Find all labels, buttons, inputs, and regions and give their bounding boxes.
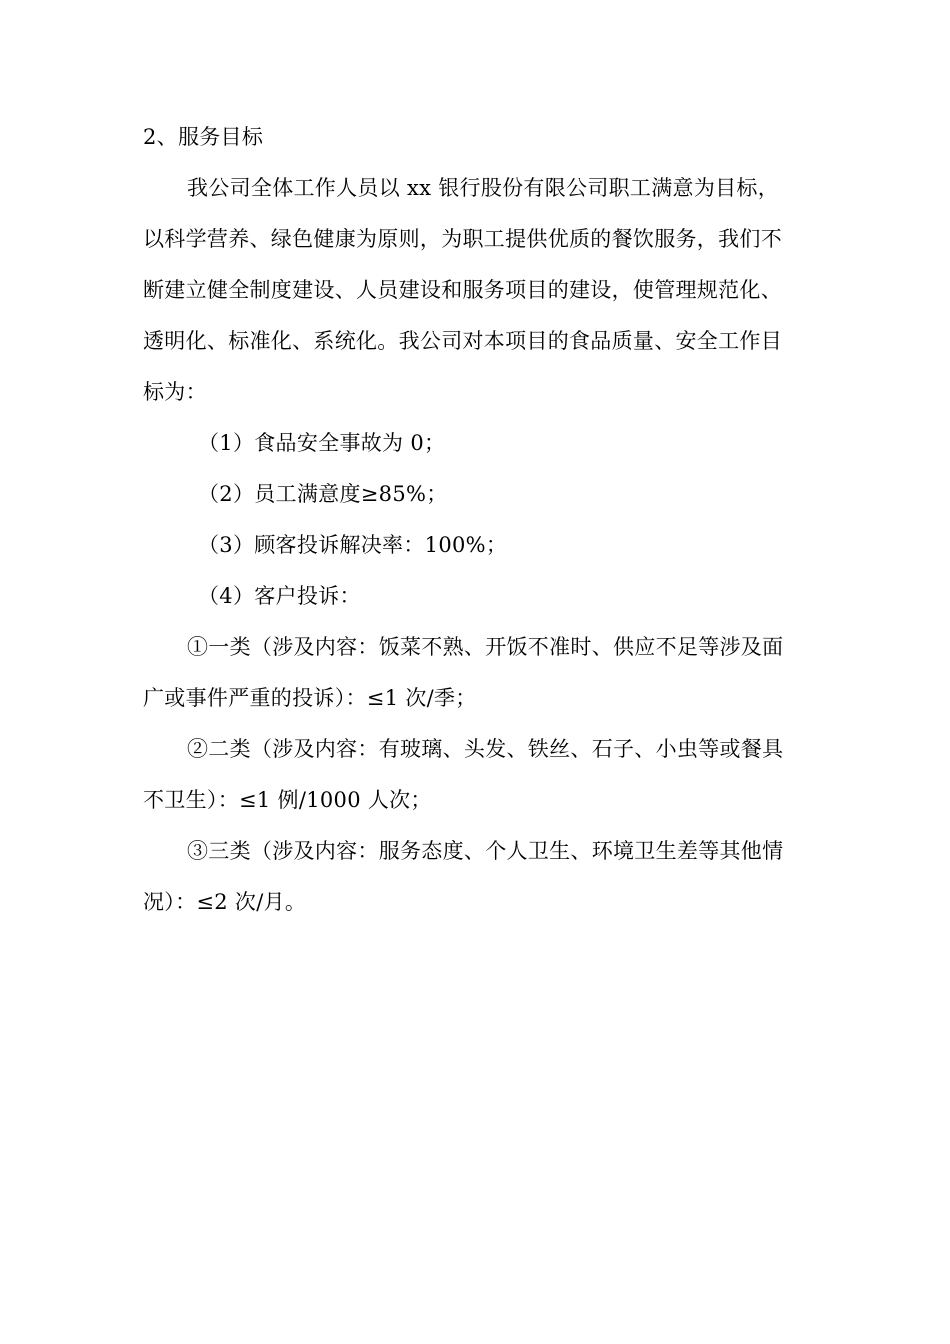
- complaint-type-line: ③三类（涉及内容：服务态度、个人卫生、环境卫生差等其他情: [187, 839, 784, 863]
- complaint-type-line: 况）：≤2 次/月。: [143, 890, 307, 914]
- target-item: （1）食品安全事故为 0；: [198, 431, 446, 455]
- complaint-type-item: [143, 622, 809, 724]
- section-heading: 2、服务目标: [143, 125, 264, 149]
- complaint-type-list: [143, 622, 809, 928]
- paragraph-line: 断建立健全制度建设、人员建设和服务项目的建设，使管理规范化、: [143, 278, 782, 302]
- complaint-type-item: [143, 826, 809, 928]
- document-body: [143, 112, 809, 928]
- complaint-type-line: ②二类（涉及内容：有玻璃、头发、铁丝、石子、小虫等或餐具: [187, 737, 784, 761]
- complaint-type-line: 不卫生）：≤1 例/1000 人次；: [143, 788, 432, 812]
- complaint-type-line: 广或事件严重的投诉）：≤1 次/季；: [143, 686, 477, 710]
- target-item: （3）顾客投诉解决率：100%；: [198, 533, 508, 557]
- target-list: [143, 418, 809, 622]
- target-item: （2）员工满意度≥85%；: [198, 482, 448, 506]
- complaint-type-item: [143, 724, 809, 826]
- target-item: （4）客户投诉：: [198, 584, 361, 608]
- intro-paragraph: [143, 163, 809, 418]
- complaint-type-line: ①一类（涉及内容：饭菜不熟、开饭不准时、供应不足等涉及面: [187, 635, 784, 659]
- paragraph-line: 以科学营养、绿色健康为原则，为职工提供优质的餐饮服务，我们不: [143, 227, 782, 251]
- paragraph-line: 标为：: [143, 380, 207, 404]
- paragraph-line: 我公司全体工作人员以 xx 银行股份有限公司职工满意为目标，: [187, 176, 780, 200]
- paragraph-line: 透明化、标准化、系统化。我公司对本项目的食品质量、安全工作目: [143, 329, 782, 353]
